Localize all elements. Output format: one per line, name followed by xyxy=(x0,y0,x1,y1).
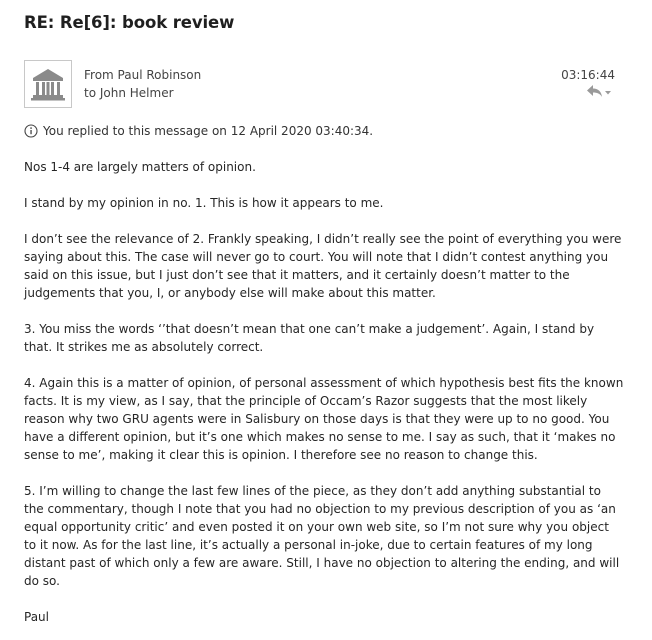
info-icon xyxy=(24,124,38,138)
institution-building-icon xyxy=(25,61,71,107)
reply-arrow-icon xyxy=(586,83,612,99)
email-subject: RE: Re[6]: book review xyxy=(24,13,235,32)
chevron-down-icon xyxy=(605,91,611,95)
message-time: 03:16:44 xyxy=(561,68,615,82)
signature: Paul xyxy=(24,610,49,624)
replied-notice xyxy=(24,124,373,138)
body-paragraph: 3. You miss the words ‘’that doesn’t mean that one can’t make a judgement’. Again, I stand by that. It strikes me as absolutely correct. xyxy=(24,322,595,354)
reply-button[interactable] xyxy=(586,83,612,99)
sender-avatar xyxy=(24,60,72,108)
message-body xyxy=(24,158,624,626)
body-paragraph: 4. Again this is a matter of opinion, of personal assessment of which hypothesis best fits the known facts. It is my view, as I say, that the principle of Occam’s Razor suggests that the most likely reason why two GRU agents were in Salisbury on those days is that they were up to no good. You have a different opinion, but it’s one which makes no sense to me. I say as such, that it ‘makes no sense to me’, making it clear this is opinion. I therefore see no reason to change this. xyxy=(24,376,624,462)
body-paragraph: 5. I’m willing to change the last few lines of the piece, as they don’t add anything substantial to the commentary, though I note that you had no objection to my previous description of you as ‘an equal opportunity critic’ and even posted it on your own web site, so I’m not sure why you object to it now. As for the last line, it’s actually a personal in-joke, due to certain features of my long distant past of which only a few are aware. Still, I have no objection to altering the ending, and will do so. xyxy=(24,484,620,588)
body-paragraph: I don’t see the relevance of 2. Frankly speaking, I didn’t really see the point of everything you were saying about this. The case will never go to court. You will note that I didn’t contest anything you said on this issue, but I just don’t see that it matters, and it certainly doesn’t matter to the judgements that you, I, or anybody else will make about this matter. xyxy=(24,232,622,300)
sender-line: From Paul Robinson xyxy=(84,68,202,82)
body-paragraph: Nos 1-4 are largely matters of opinion. xyxy=(24,160,256,174)
recipient-line: to John Helmer xyxy=(84,86,174,100)
body-paragraph: I stand by my opinion in no. 1. This is how it appears to me. xyxy=(24,196,384,210)
replied-notice-text: You replied to this message on 12 April 2020 03:40:34. xyxy=(43,124,374,138)
